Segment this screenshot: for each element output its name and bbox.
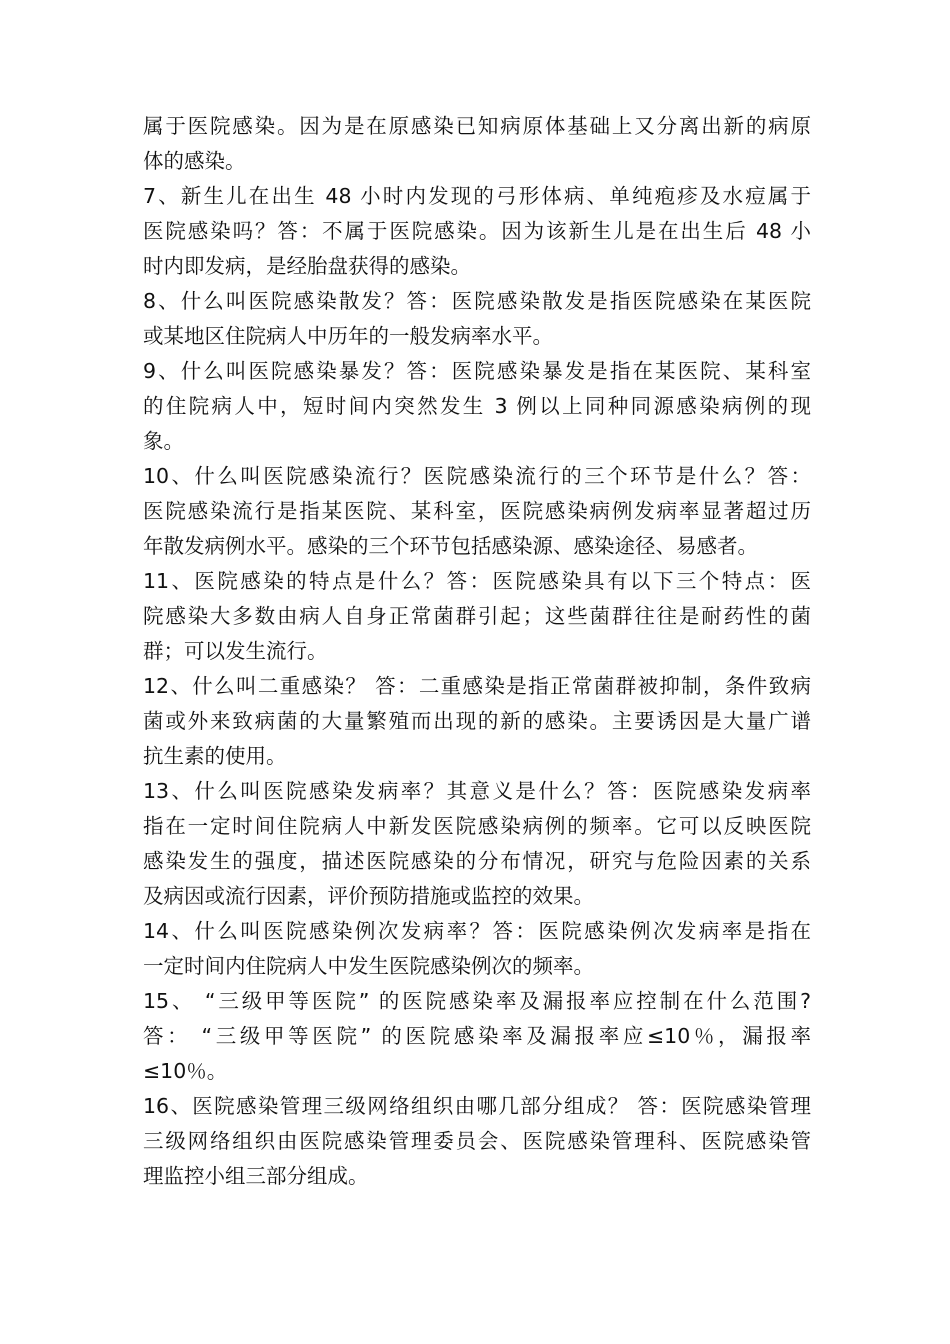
text-line: 医院感染吗？答：不属于医院感染。因为该新生儿是在出生后 48 小 <box>143 219 811 243</box>
text-line: 13、什么叫医院感染发病率？其意义是什么？答：医院感染发病率 <box>143 779 811 803</box>
paragraph-q11 <box>143 564 811 669</box>
text-line: 群；可以发生流行。 <box>143 639 328 663</box>
text-line: 11、医院感染的特点是什么？答：医院感染具有以下三个特点：医 <box>143 569 811 593</box>
text-line: 理监控小组三部分组成。 <box>143 1164 369 1188</box>
paragraph-q8 <box>143 284 811 354</box>
text-line: 的住院病人中，短时间内突然发生 3 例以上同种同源感染病例的现 <box>143 394 811 418</box>
text-line: 三级网络组织由医院感染管理委员会、医院感染管理科、医院感染管 <box>143 1129 811 1153</box>
text-line: 体的感染。 <box>143 149 246 173</box>
text-line: 8、什么叫医院感染散发？答：医院感染散发是指医院感染在某医院 <box>143 289 811 313</box>
document-page <box>143 109 811 1194</box>
text-line: 年散发病例水平。感染的三个环节包括感染源、感染途径、易感者。 <box>143 534 758 558</box>
text-line: 象。 <box>143 429 184 453</box>
text-line: 一定时间内住院病人中发生医院感染例次的频率。 <box>143 954 594 978</box>
text-line: 16、医院感染管理三级网络组织由哪几部分组成？ 答：医院感染管理 <box>143 1094 811 1118</box>
text-line: 7、新生儿在出生 48 小时内发现的弓形体病、单纯疱疹及水痘属于 <box>143 184 811 208</box>
text-line: 感染发生的强度，描述医院感染的分布情况，研究与危险因素的关系 <box>143 849 811 873</box>
text-line: 14、什么叫医院感染例次发病率？答：医院感染例次发病率是指在 <box>143 919 811 943</box>
text-line: 答： “三级甲等医院” 的医院感染率及漏报率应≤10％，漏报率 <box>143 1024 811 1048</box>
paragraph-q15 <box>143 984 811 1089</box>
text-line: 12、什么叫二重感染？ 答：二重感染是指正常菌群被抑制，条件致病 <box>143 674 811 698</box>
text-line: 9、什么叫医院感染暴发？答：医院感染暴发是指在某医院、某科室 <box>143 359 811 383</box>
text-line: 15、 “三级甲等医院” 的医院感染率及漏报率应控制在什么范围? <box>143 989 811 1013</box>
paragraph-q13 <box>143 774 811 914</box>
paragraph-continuation <box>143 109 811 179</box>
text-line: ≤10％。 <box>143 1059 228 1083</box>
text-line: 抗生素的使用。 <box>143 744 287 768</box>
text-line: 院感染大多数由病人自身正常菌群引起；这些菌群往往是耐药性的菌 <box>143 604 811 628</box>
paragraph-q14 <box>143 914 811 984</box>
text-line: 医院感染流行是指某医院、某科室，医院感染病例发病率显著超过历 <box>143 499 811 523</box>
text-line: 时内即发病，是经胎盘获得的感染。 <box>143 254 471 278</box>
text-line: 及病因或流行因素，评价预防措施或监控的效果。 <box>143 884 594 908</box>
paragraph-q9 <box>143 354 811 459</box>
text-line: 或某地区住院病人中历年的一般发病率水平。 <box>143 324 553 348</box>
text-line: 属于医院感染。因为是在原感染已知病原体基础上又分离出新的病原 <box>143 114 811 138</box>
text-line: 10、什么叫医院感染流行？医院感染流行的三个环节是什么？答： <box>143 464 811 488</box>
paragraph-q7 <box>143 179 811 284</box>
paragraph-q10 <box>143 459 811 564</box>
text-line: 菌或外来致病菌的大量繁殖而出现的新的感染。主要诱因是大量广谱 <box>143 709 811 733</box>
text-line: 指在一定时间住院病人中新发医院感染病例的频率。它可以反映医院 <box>143 814 811 838</box>
paragraph-q12 <box>143 669 811 774</box>
paragraph-q16 <box>143 1089 811 1194</box>
